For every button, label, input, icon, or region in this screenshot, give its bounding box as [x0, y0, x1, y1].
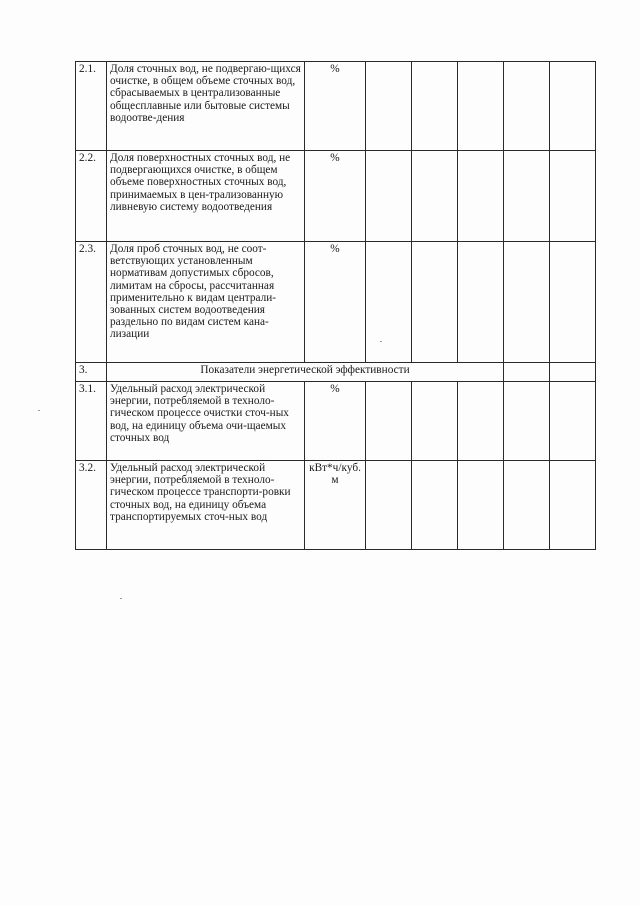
unit-cell: %	[305, 242, 366, 363]
value-cell	[366, 382, 412, 461]
row-number: 3.2.	[76, 461, 107, 550]
value-cell	[412, 242, 458, 363]
value-cell	[366, 151, 412, 242]
section-row	[76, 363, 596, 382]
value-cell	[550, 151, 596, 242]
table-row	[76, 151, 596, 242]
value-cell	[550, 363, 596, 382]
scan-speck	[380, 341, 382, 342]
scan-speck	[38, 410, 40, 411]
value-cell	[504, 382, 550, 461]
unit-cell: %	[305, 382, 366, 461]
row-number: 3.	[76, 363, 107, 382]
row-number: 2.3.	[76, 242, 107, 363]
value-cell	[366, 62, 412, 151]
value-cell	[458, 151, 504, 242]
value-cell	[550, 382, 596, 461]
value-cell	[458, 382, 504, 461]
value-cell	[504, 62, 550, 151]
value-cell	[412, 382, 458, 461]
value-cell	[458, 242, 504, 363]
unit-cell: %	[305, 62, 366, 151]
value-cell	[504, 151, 550, 242]
value-cell	[504, 363, 550, 382]
value-cell	[458, 62, 504, 151]
table-row	[76, 242, 596, 363]
value-cell	[366, 242, 412, 363]
value-cell	[550, 242, 596, 363]
value-cell	[412, 151, 458, 242]
table-row	[76, 461, 596, 550]
row-number: 3.1.	[76, 382, 107, 461]
value-cell	[504, 461, 550, 550]
indicator-name: Удельный расход электрической энергии, потребляемой в техноло-гическом процессе очистки сточ-ных вод, на единицу объема очи-щаемых сточных вод	[107, 382, 305, 461]
scan-speck	[120, 598, 122, 599]
section-title: Показатели энергетической эффективности	[107, 363, 504, 382]
value-cell	[366, 461, 412, 550]
row-number: 2.1.	[76, 62, 107, 151]
value-cell	[550, 461, 596, 550]
unit-cell: %	[305, 151, 366, 242]
indicator-name: Доля проб сточных вод, не соот-ветствующих установленным нормативам допустимых сбросов, лимитам на сбросы, рассчитанная применительно к видам централи-зованных систем водоотведения раздельно по видам систем кана-лизации	[107, 242, 305, 363]
value-cell	[412, 62, 458, 151]
indicators-table	[75, 61, 596, 550]
value-cell	[412, 461, 458, 550]
unit-cell: кВт*ч/куб. м	[305, 461, 366, 550]
value-cell	[550, 62, 596, 151]
indicator-name: Доля сточных вод, не подвергаю-щихся очистке, в общем объеме сточных вод, сбрасываемых в централизованные общесплавные или бытовые системы водоотве-дения	[107, 62, 305, 151]
value-cell	[458, 461, 504, 550]
row-number: 2.2.	[76, 151, 107, 242]
indicator-name: Удельный расход электрической энергии, потребляемой в техноло-гическом процессе транспорти-ровки сточных вод, на единицу объема транспортируемых сточ-ных вод	[107, 461, 305, 550]
table-row	[76, 382, 596, 461]
value-cell	[504, 242, 550, 363]
table-row	[76, 62, 596, 151]
indicator-name: Доля поверхностных сточных вод, не подвергающихся очистке, в общем объеме поверхностных сточных вод, принимаемых в цен-трализованную ливневую систему водоотведения	[107, 151, 305, 242]
